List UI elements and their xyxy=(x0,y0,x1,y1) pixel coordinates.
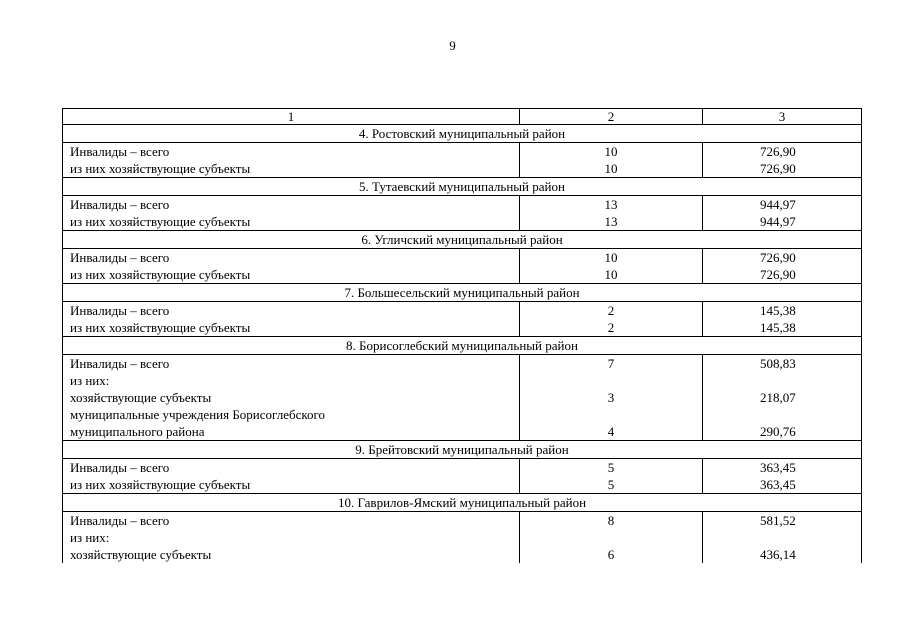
section-data-row xyxy=(63,196,862,231)
row-label: из них: xyxy=(70,373,110,388)
section-data-row xyxy=(63,512,862,564)
row-counts-cell xyxy=(520,459,703,494)
row-count xyxy=(520,406,702,423)
row-label: Инвалиды – всего xyxy=(70,303,170,318)
page-number: 9 xyxy=(449,38,456,53)
row-value: 726,90 xyxy=(760,250,796,265)
section-title: 6. Угличский муниципальный район xyxy=(63,231,862,249)
row-label: Инвалиды – всего xyxy=(70,197,170,212)
section-title: 7. Большесельский муниципальный район xyxy=(63,284,862,302)
row-count: 2 xyxy=(607,320,615,335)
table-header-row xyxy=(63,109,862,125)
section-header-row xyxy=(63,178,862,196)
section-header-row xyxy=(63,231,862,249)
section-data-row xyxy=(63,355,862,441)
row-value xyxy=(703,529,861,546)
row-value: 145,38 xyxy=(760,303,796,318)
row-value: 436,14 xyxy=(760,547,796,562)
row-count: 2 xyxy=(607,303,615,318)
section-header-row xyxy=(63,494,862,512)
row-values-cell xyxy=(703,355,862,441)
section-data-row xyxy=(63,459,862,494)
column-header-1: 1 xyxy=(63,109,520,125)
row-label: из них хозяйствующие субъекты xyxy=(70,267,251,282)
row-labels-cell xyxy=(63,143,520,178)
row-count xyxy=(520,529,702,546)
column-header-2: 2 xyxy=(520,109,703,125)
row-count: 6 xyxy=(607,547,615,562)
row-labels-cell xyxy=(63,512,520,564)
section-title: 9. Брейтовский муниципальный район xyxy=(63,441,862,459)
row-label: хозяйствующие субъекты xyxy=(70,390,212,405)
row-label: из них хозяйствующие субъекты xyxy=(70,320,251,335)
row-value: 363,45 xyxy=(760,460,796,475)
row-label: Инвалиды – всего xyxy=(70,356,170,371)
row-count: 10 xyxy=(604,161,618,176)
row-count: 10 xyxy=(604,144,618,159)
section-data-row xyxy=(63,143,862,178)
row-counts-cell xyxy=(520,249,703,284)
row-label: муниципальные учреждения Борисоглебского xyxy=(70,407,326,422)
distribution-table xyxy=(62,108,862,563)
row-counts-cell xyxy=(520,196,703,231)
row-count: 13 xyxy=(604,197,618,212)
section-title: 8. Борисоглебский муниципальный район xyxy=(63,337,862,355)
row-label: Инвалиды – всего xyxy=(70,144,170,159)
row-labels-cell xyxy=(63,459,520,494)
row-labels-cell xyxy=(63,196,520,231)
row-value: 726,90 xyxy=(760,267,796,282)
row-label: из них: xyxy=(70,530,110,545)
section-header-row xyxy=(63,284,862,302)
row-count: 10 xyxy=(604,250,618,265)
row-label: из них хозяйствующие субъекты xyxy=(70,161,251,176)
row-values-cell xyxy=(703,512,862,564)
section-data-row xyxy=(63,302,862,337)
row-value: 944,97 xyxy=(760,214,796,229)
section-title: 10. Гаврилов-Ямский муниципальный район xyxy=(63,494,862,512)
row-values-cell xyxy=(703,459,862,494)
section-header-row xyxy=(63,441,862,459)
row-count: 3 xyxy=(607,390,615,405)
section-title: 4. Ростовский муниципальный район xyxy=(63,125,862,143)
row-count xyxy=(520,372,702,389)
section-header-row xyxy=(63,337,862,355)
row-labels-cell xyxy=(63,302,520,337)
row-count: 5 xyxy=(607,477,615,492)
row-values-cell xyxy=(703,196,862,231)
column-header-3: 3 xyxy=(703,109,862,125)
row-label: Инвалиды – всего xyxy=(70,513,170,528)
row-value: 726,90 xyxy=(760,161,796,176)
row-count: 13 xyxy=(604,214,618,229)
row-label: Инвалиды – всего xyxy=(70,250,170,265)
row-count: 8 xyxy=(607,513,615,528)
row-value: 363,45 xyxy=(760,477,796,492)
row-labels-cell xyxy=(63,355,520,441)
section-title: 5. Тутаевский муниципальный район xyxy=(63,178,862,196)
row-values-cell xyxy=(703,249,862,284)
row-value: 508,83 xyxy=(760,356,796,371)
row-counts-cell xyxy=(520,355,703,441)
row-value: 944,97 xyxy=(760,197,796,212)
section-header-row xyxy=(63,125,862,143)
row-values-cell xyxy=(703,302,862,337)
row-counts-cell xyxy=(520,143,703,178)
row-count: 10 xyxy=(604,267,618,282)
row-value xyxy=(703,372,861,389)
row-value: 145,38 xyxy=(760,320,796,335)
row-label: из них хозяйствующие субъекты xyxy=(70,214,251,229)
row-value: 581,52 xyxy=(760,513,796,528)
row-count: 5 xyxy=(607,460,615,475)
row-values-cell xyxy=(703,143,862,178)
row-counts-cell xyxy=(520,302,703,337)
row-label: хозяйствующие субъекты xyxy=(70,547,212,562)
row-count: 4 xyxy=(607,424,615,439)
row-value: 218,07 xyxy=(760,390,796,405)
section-data-row xyxy=(63,249,862,284)
row-value: 290,76 xyxy=(760,424,796,439)
row-labels-cell xyxy=(63,249,520,284)
row-value: 726,90 xyxy=(760,144,796,159)
row-counts-cell xyxy=(520,512,703,564)
row-label: из них хозяйствующие субъекты xyxy=(70,477,251,492)
row-count: 7 xyxy=(607,356,615,371)
row-label: муниципального района xyxy=(70,424,205,439)
row-label: Инвалиды – всего xyxy=(70,460,170,475)
row-value xyxy=(703,406,861,423)
